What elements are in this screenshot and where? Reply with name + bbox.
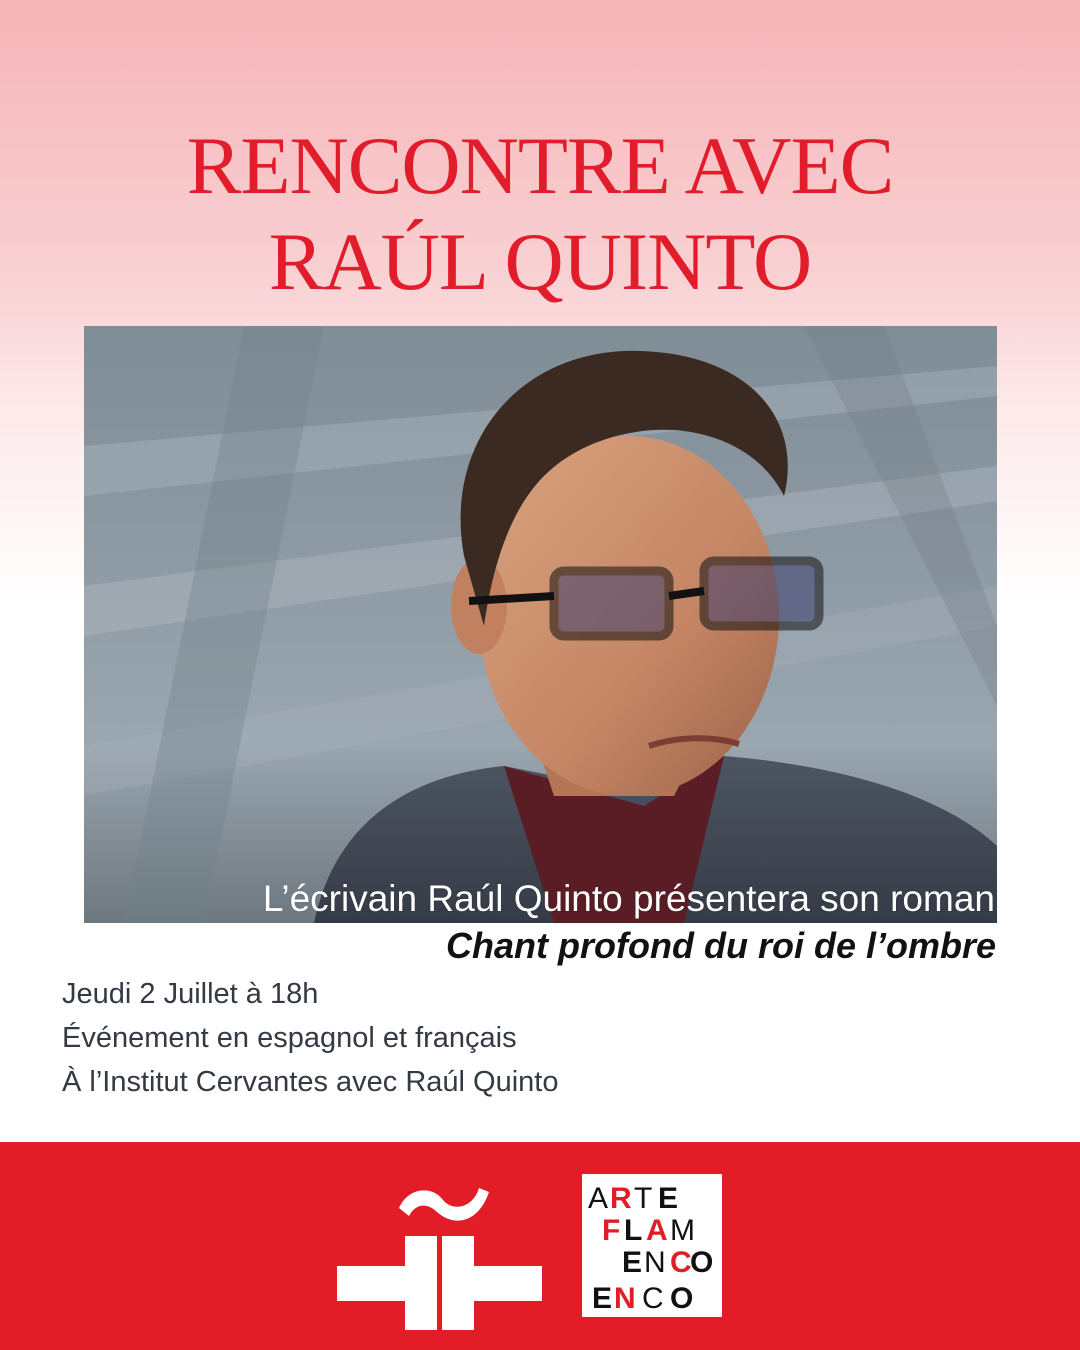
event-title <box>0 118 1080 310</box>
svg-text:C: C <box>670 1246 692 1279</box>
svg-text:E: E <box>622 1246 643 1279</box>
event-date: Jeudi 2 Juillet à 18h <box>62 978 319 1010</box>
svg-text:A: A <box>646 1214 668 1247</box>
svg-text:L: L <box>624 1214 643 1247</box>
event-title-line1: RENCONTRE AVEC <box>186 120 894 211</box>
svg-text:E: E <box>658 1182 679 1215</box>
footer-bar <box>0 1142 1080 1350</box>
svg-text:R: R <box>610 1182 632 1215</box>
svg-text:F: F <box>602 1214 621 1247</box>
svg-text:N: N <box>614 1282 636 1315</box>
instituto-cervantes-logo <box>337 1178 542 1335</box>
svg-text:M: M <box>670 1214 695 1247</box>
event-details <box>62 972 558 1104</box>
svg-text:A: A <box>588 1182 609 1215</box>
svg-text:E: E <box>592 1282 613 1315</box>
book-title: Chant profond du roi de l’ombre <box>446 925 996 966</box>
arte-flamenco-logo <box>582 1174 722 1317</box>
svg-text:O: O <box>670 1282 694 1315</box>
svg-text:C: C <box>642 1282 664 1315</box>
caption-intro: L’écrivain Raúl Quinto présentera son roman <box>262 878 995 919</box>
svg-text:N: N <box>644 1246 666 1279</box>
svg-text:O: O <box>690 1246 714 1279</box>
event-title-line2: RAÚL QUINTO <box>268 216 812 307</box>
event-language: Événement en espagnol et français <box>62 1022 517 1054</box>
svg-text:T: T <box>634 1182 653 1215</box>
author-photo <box>84 326 997 923</box>
event-venue: À l’Institut Cervantes avec Raúl Quinto <box>62 1066 559 1098</box>
